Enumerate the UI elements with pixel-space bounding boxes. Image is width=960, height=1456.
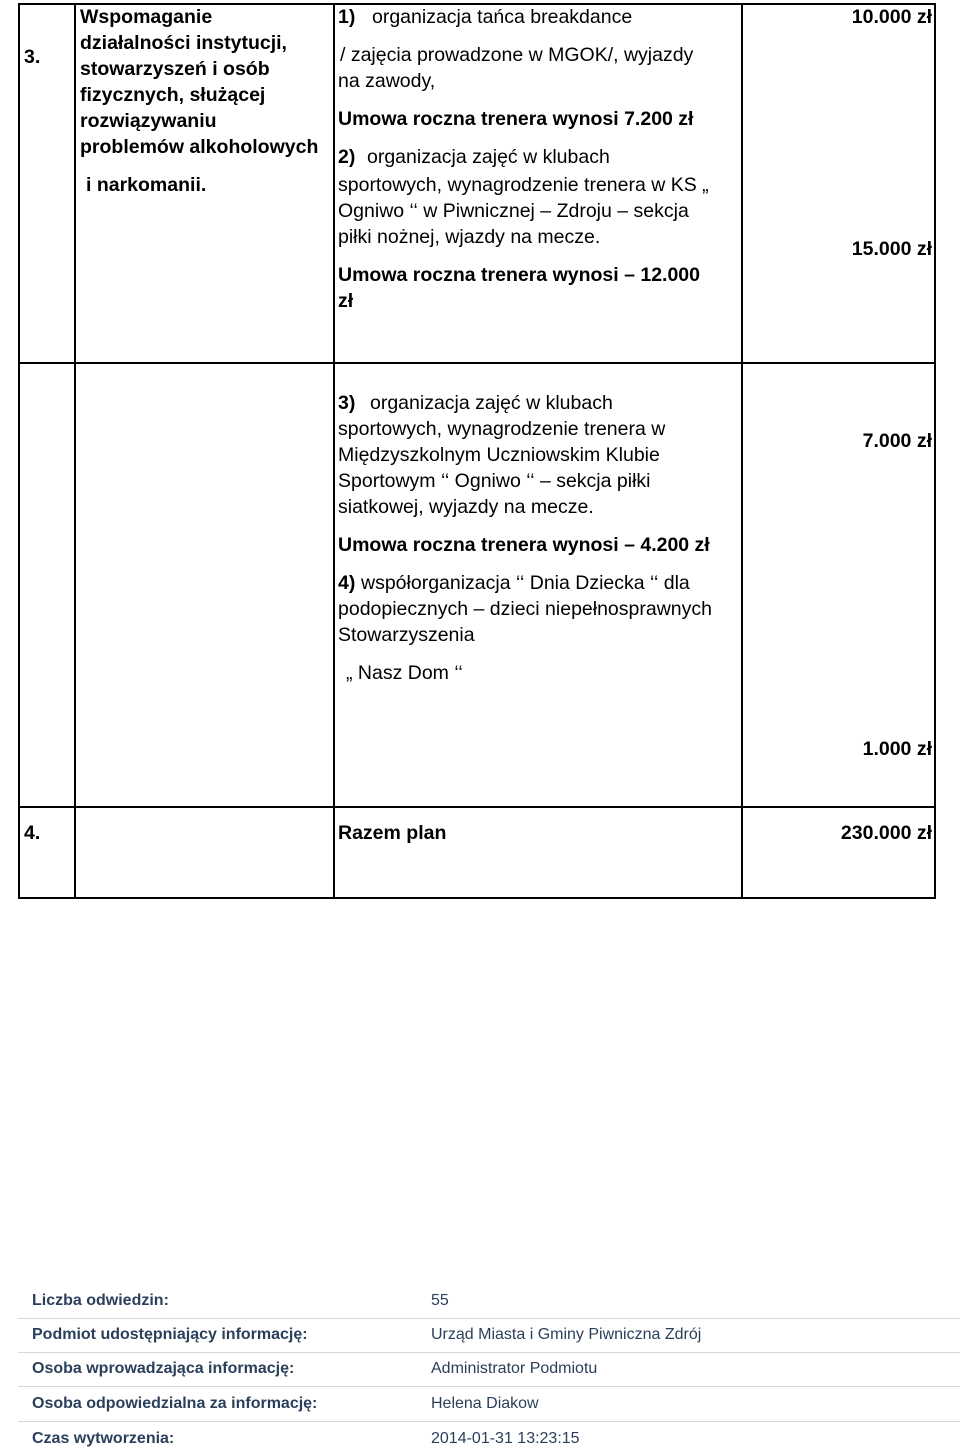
contract-note: zł [338, 290, 354, 312]
item-text-line: podopiecznych – dzieci niepełnosprawnych [338, 598, 712, 620]
item-text-line: piłki nożnej, wjazdy na mecze. [338, 226, 601, 248]
item-prefix: 3) [338, 392, 356, 414]
task-title-line: i narkomanii. [86, 174, 207, 196]
item-text-line: organizacja zajęć w klubach [370, 392, 613, 414]
task-title-line: rozwiązywaniu [80, 110, 217, 132]
total-amount: 230.000 zł [840, 822, 932, 844]
item-text-line: sportowych, wynagrodzenie trenera w KS „ [338, 174, 709, 196]
contract-note: Umowa roczna trenera wynosi – 4.200 zł [338, 534, 710, 556]
metadata-label: Czas wytworzenia: [32, 1430, 175, 1447]
column-divider [333, 3, 335, 899]
contract-note: Umowa roczna trenera wynosi 7.200 zł [338, 108, 694, 130]
item-text-line: Międzyszkolnym Uczniowskim Klubie [338, 444, 660, 466]
total-label: Razem plan [338, 822, 447, 844]
metadata-label: Liczba odwiedzin: [32, 1292, 169, 1309]
metadata-label: Podmiot udostępniający informację: [32, 1326, 308, 1343]
task-title-line: problemów alkoholowych [80, 136, 319, 158]
metadata-value: Administrator Podmiotu [431, 1360, 598, 1377]
item-text-line: / zajęcia prowadzone w MGOK/, wyjazdy [340, 44, 694, 66]
amount: 10.000 zł [851, 6, 932, 28]
amount: 7.000 zł [862, 430, 932, 452]
item-text-line: siatkowej, wyjazdy na mecze. [338, 496, 594, 518]
metadata-label: Osoba wprowadzająca informację: [32, 1360, 295, 1377]
item-prefix: 2) [338, 146, 356, 168]
item-text-line: Ogniwo ‘‘ w Piwnicznej – Zdroju – sekcja [338, 200, 689, 222]
item-prefix: 4) [338, 572, 356, 594]
contract-note: Umowa roczna trenera wynosi – 12.000 [338, 264, 700, 286]
column-divider [74, 3, 76, 899]
item-text-line: Sportowym ‘‘ Ogniwo ‘‘ – sekcja piłki [338, 470, 651, 492]
metadata-value: Urząd Miasta i Gminy Piwniczna Zdrój [431, 1326, 702, 1343]
metadata-divider [18, 1421, 960, 1422]
task-title-line: stowarzyszeń i osób [80, 58, 270, 80]
item-text-line: sportowych, wynagrodzenie trenera w [338, 418, 666, 440]
row-divider [18, 362, 936, 364]
column-divider [934, 3, 936, 899]
item-prefix: 1) [338, 6, 356, 28]
metadata-value: 2014-01-31 13:23:15 [431, 1430, 580, 1447]
item-text-line: na zawody, [338, 70, 436, 92]
table-border-bottom [18, 897, 936, 899]
metadata-value: Helena Diakow [431, 1395, 539, 1412]
column-divider [18, 3, 20, 899]
item-text-line: organizacja zajęć w klubach [367, 146, 610, 168]
metadata-divider [18, 1352, 960, 1353]
metadata-label: Osoba odpowiedzialna za informację: [32, 1395, 318, 1412]
metadata-divider [18, 1318, 960, 1319]
task-title-line: działalności instytucji, [80, 32, 287, 54]
item-text-line: organizacja tańca breakdance [372, 6, 633, 28]
item-text-line: Stowarzyszenia [338, 624, 475, 646]
metadata-value: 55 [431, 1292, 449, 1309]
task-title-line: fizycznych, służącej [80, 84, 266, 106]
task-title-line: Wspomaganie [80, 6, 213, 28]
amount: 15.000 zł [851, 238, 932, 260]
item-text-line: „ Nasz Dom ‘‘ [346, 662, 463, 684]
column-divider [741, 3, 743, 899]
item-text-line: współorganizacja ‘‘ Dnia Dziecka ‘‘ dla [361, 572, 690, 594]
metadata-divider [18, 1386, 960, 1387]
total-number: 4. [24, 822, 41, 844]
row-divider [18, 806, 936, 808]
row-number: 3. [24, 46, 41, 68]
amount: 1.000 zł [862, 738, 932, 760]
